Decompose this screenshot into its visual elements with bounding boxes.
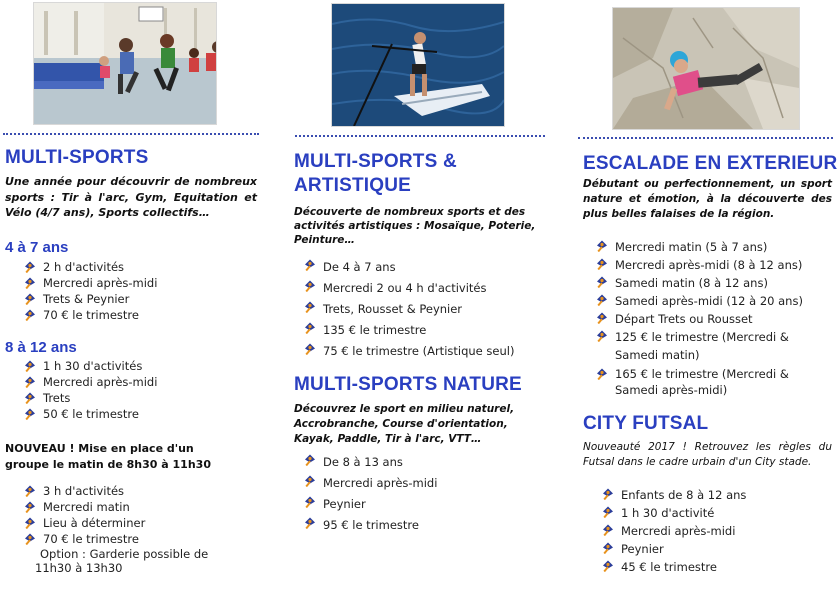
list-item [304,341,544,362]
list-item-text: Mercredi après-midi [621,524,736,538]
list-item [602,504,832,522]
list-item [602,540,832,558]
list-item [304,278,544,299]
pushpin-bullet-icon [596,330,608,342]
list-item-text: Peynier [621,542,664,556]
section-title-escalade: ESCALADE EN EXTERIEUR [583,153,838,174]
list-item-text: 95 € le trimestre [323,518,419,532]
list-item [24,259,254,275]
pushpin-bullet-icon [304,259,316,271]
list-item-text: 45 € le trimestre [621,560,717,574]
list-item-text: Mercredi matin (5 à 7 ans) [615,240,768,254]
new-group-note: NOUVEAU ! Mise en place d'un groupe le matin de 8h30 à 11h30 [5,442,211,471]
pushpin-bullet-icon [602,506,614,518]
list-item-text: 1 h 30 d'activité [621,506,715,520]
bullet-list [304,257,544,362]
list-item-text: 2 h d'activités [43,260,125,274]
list-item-text: Départ Trets ou Rousset [615,312,753,326]
pushpin-bullet-icon [304,454,316,466]
list-item [304,473,544,494]
list-item-text: Mercredi 2 ou 4 h d'activités [323,281,487,295]
list-item [602,486,832,504]
list-item [24,515,254,531]
list-item [24,291,254,307]
list-item-text: Peynier [323,497,366,511]
section-title-multi-sports-artistique: MULTI-SPORTS & ARTISTIQUE [294,151,457,196]
pushpin-bullet-icon [304,343,316,355]
list-item-text: 135 € le trimestre [323,323,427,337]
list-item-text: 50 € le trimestre [43,407,139,421]
list-item-text: De 8 à 13 ans [323,455,403,469]
section-intro: Découvrez le sport en milieu naturel, Accrobranche, Course d'orientation, Kayak, Paddle, Tir à l'arc, VTT… [294,403,515,445]
pushpin-bullet-icon [24,517,36,529]
list-item [596,274,831,292]
pushpin-bullet-icon [24,376,36,388]
separator [578,137,833,139]
list-item [304,257,544,278]
pushpin-bullet-icon [596,258,608,270]
section-title-multi-sports-nature: MULTI-SPORTS NATURE [294,374,522,395]
option-note: Option : Garderie possible de 11h30 à 13h30 [35,547,209,575]
pushpin-bullet-icon [602,488,614,500]
bullet-list [596,238,831,398]
list-item-text: Mercredi après-midi [43,276,158,290]
pushpin-bullet-icon [596,368,608,380]
list-item-text: Samedi après-midi (12 à 20 ans) [615,294,803,308]
list-item [24,275,254,291]
list-item [596,310,831,328]
list-item-text: 3 h d'activités [43,484,125,498]
list-item [304,299,544,320]
list-item [24,483,254,499]
list-item [24,390,254,406]
list-item-text: 125 € le trimestre (Mercredi & Samedi matin) [615,330,789,362]
list-item [602,558,832,576]
list-item-text: Mercredi après-midi [43,375,158,389]
pushpin-bullet-icon [304,301,316,313]
pushpin-bullet-icon [304,496,316,508]
section-intro: Débutant ou perfectionnement, un sport nature et émotion, à la découverte des plus belles falaises de la région. [583,178,832,220]
list-item-text: Lieu à déterminer [43,516,146,530]
pushpin-bullet-icon [24,408,36,420]
list-item [304,452,544,473]
list-item [596,328,815,364]
list-item-text: Samedi matin (8 à 12 ans) [615,276,768,290]
gym-kids-photo [33,2,217,125]
list-item-text: Mercredi matin [43,500,130,514]
list-item-text: 70 € le trimestre [43,532,139,546]
list-item [602,522,832,540]
list-item [24,406,254,422]
list-item-text: Trets [43,391,71,405]
section-intro: Nouveauté 2017 ! Retrouvez les règles du Futsal dans le cadre urbain d'un City stade. [583,441,832,468]
pushpin-bullet-icon [24,360,36,372]
pushpin-bullet-icon [24,533,36,545]
bullet-list [602,486,832,576]
list-item [596,292,831,310]
bullet-list [24,358,254,422]
section-title-multi-sports: MULTI-SPORTS [5,147,149,168]
pushpin-bullet-icon [24,293,36,305]
list-item [24,358,254,374]
list-item [596,366,815,398]
list-item-text: Enfants de 8 à 12 ans [621,488,747,502]
pushpin-bullet-icon [24,501,36,513]
list-item [304,515,544,536]
list-item-text: Trets & Peynier [43,292,130,306]
list-item [304,494,544,515]
list-item-text: 1 h 30 d'activités [43,359,143,373]
list-item-text: Trets, Rousset & Peynier [323,302,463,316]
pushpin-bullet-icon [24,309,36,321]
list-item-text: Mercredi après-midi (8 à 12 ans) [615,258,803,272]
pushpin-bullet-icon [24,261,36,273]
list-item [304,320,544,341]
list-item-text: Mercredi après-midi [323,476,438,490]
separator [3,133,259,135]
pushpin-bullet-icon [24,485,36,497]
pushpin-bullet-icon [304,475,316,487]
pushpin-bullet-icon [596,240,608,252]
list-item [596,238,831,256]
pushpin-bullet-icon [596,312,608,324]
list-item [24,374,254,390]
list-item [596,256,831,274]
section-intro: Découverte de nombreux sports et des activités artistiques : Mosaïque, Poterie, Peinture… [294,206,536,246]
age-group-heading: 4 à 7 ans [5,239,69,256]
list-item-text: De 4 à 7 ans [323,260,396,274]
list-item [24,499,254,515]
bullet-list [24,483,254,547]
pushpin-bullet-icon [602,524,614,536]
list-item-text: 70 € le trimestre [43,308,139,322]
list-item [24,531,254,547]
paddle-photo [331,3,505,127]
pushpin-bullet-icon [596,276,608,288]
list-item-text: 165 € le trimestre (Mercredi & Samedi après-midi) [615,367,789,397]
age-group-heading: 8 à 12 ans [5,339,77,356]
bullet-list [304,452,544,536]
list-item [24,307,254,323]
separator [295,135,545,137]
pushpin-bullet-icon [602,542,614,554]
bullet-list [24,259,254,323]
climbing-photo [612,7,800,130]
pushpin-bullet-icon [596,294,608,306]
section-intro: Une année pour découvrir de nombreux sports : Tir à l'arc, Gym, Equitation et Vélo (4/7 ans), Sports collectifs… [5,175,257,219]
pushpin-bullet-icon [304,517,316,529]
section-title-city-futsal: CITY FUTSAL [583,413,709,434]
pushpin-bullet-icon [24,277,36,289]
pushpin-bullet-icon [24,392,36,404]
pushpin-bullet-icon [602,560,614,572]
list-item-text: 75 € le trimestre (Artistique seul) [323,344,515,358]
pushpin-bullet-icon [304,322,316,334]
pushpin-bullet-icon [304,280,316,292]
